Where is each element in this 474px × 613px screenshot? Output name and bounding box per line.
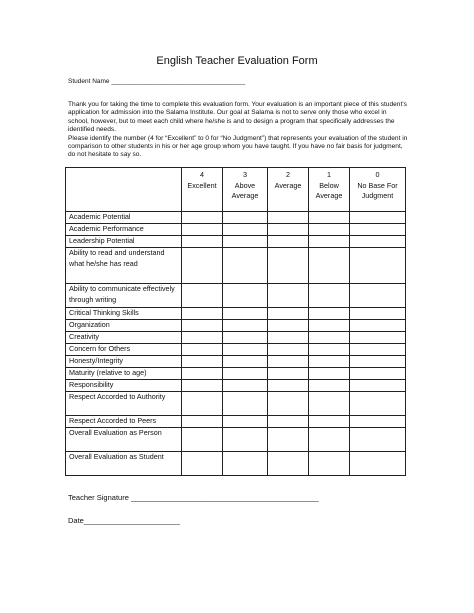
rating-cell[interactable]: [223, 356, 268, 368]
rating-cell[interactable]: [268, 380, 309, 392]
rating-cell[interactable]: [223, 236, 268, 248]
criteria-row: [66, 332, 406, 344]
rating-cell[interactable]: [309, 344, 350, 356]
rating-cell[interactable]: [223, 452, 268, 476]
criteria-label: Creativity: [66, 332, 182, 344]
criteria-label: Academic Performance: [66, 224, 182, 236]
rating-cell[interactable]: [182, 332, 223, 344]
rating-cell[interactable]: [182, 284, 223, 308]
criteria-label: Honesty/Integrity: [66, 356, 182, 368]
criteria-label: Concern for Others: [66, 344, 182, 356]
criteria-label: Maturity (relative to age): [66, 368, 182, 380]
rating-label: Above Average: [231, 180, 259, 200]
rating-cell[interactable]: [350, 224, 406, 236]
criteria-row: [66, 380, 406, 392]
criteria-label: Leadership Potential: [66, 236, 182, 248]
criteria-row: [66, 212, 406, 224]
rating-cell[interactable]: [182, 356, 223, 368]
criteria-body: [66, 212, 406, 476]
rating-cell[interactable]: [350, 320, 406, 332]
rating-cell[interactable]: [268, 368, 309, 380]
rating-cell[interactable]: [350, 452, 406, 476]
form-title: English Teacher Evaluation Form: [156, 55, 318, 67]
rating-cell[interactable]: [309, 428, 350, 452]
rating-cell[interactable]: [182, 248, 223, 284]
header-above-average: [223, 168, 268, 212]
criteria-row: [66, 308, 406, 320]
rating-cell[interactable]: [268, 224, 309, 236]
rating-cell[interactable]: [309, 416, 350, 428]
header-below-average: [309, 168, 350, 212]
rating-cell[interactable]: [223, 248, 268, 284]
criteria-label: Organization: [66, 320, 182, 332]
rating-cell[interactable]: [268, 356, 309, 368]
criteria-row: [66, 452, 406, 476]
rating-cell[interactable]: [309, 320, 350, 332]
criteria-row: [66, 284, 406, 308]
rating-cell[interactable]: [309, 356, 350, 368]
rating-number: 2: [286, 170, 290, 179]
criteria-row: [66, 428, 406, 452]
rating-number: 3: [243, 170, 247, 179]
rating-cell[interactable]: [268, 212, 309, 224]
rating-cell[interactable]: [182, 380, 223, 392]
header-average: [268, 168, 309, 212]
rating-cell[interactable]: [268, 428, 309, 452]
evaluation-table: [65, 167, 406, 476]
instructions-paragraph: Please identify the number (4 for “Excellent” to 0 for “No Judgment”) that represents your evaluation of the student in comparison to other students in his or her age group whom you have taught. If you have no fair basis for judgment, do not hesitate to say so.: [68, 134, 408, 159]
criteria-label: Overall Evaluation as Student: [66, 452, 182, 476]
rating-cell[interactable]: [350, 368, 406, 380]
criteria-label: Critical Thinking Skills: [66, 308, 182, 320]
rating-cell[interactable]: [309, 248, 350, 284]
criteria-label: Responsibility: [66, 380, 182, 392]
rating-cell[interactable]: [350, 332, 406, 344]
rating-cell[interactable]: [350, 284, 406, 308]
student-name-field[interactable]: Student Name _____________________________________: [68, 78, 246, 85]
rating-cell[interactable]: [350, 428, 406, 452]
rating-cell[interactable]: [182, 236, 223, 248]
rating-label: Average: [274, 180, 302, 190]
date-field[interactable]: Date_______________________: [68, 516, 180, 525]
rating-cell[interactable]: [309, 332, 350, 344]
rating-cell[interactable]: [350, 392, 406, 416]
criteria-row: [66, 344, 406, 356]
criteria-row: [66, 356, 406, 368]
rating-cell[interactable]: [182, 308, 223, 320]
rating-label: Below Average: [315, 180, 343, 200]
rating-cell[interactable]: [350, 236, 406, 248]
rating-cell[interactable]: [223, 428, 268, 452]
criteria-label: Respect Accorded to Peers: [66, 416, 182, 428]
rating-cell[interactable]: [268, 416, 309, 428]
rating-cell[interactable]: [223, 212, 268, 224]
rating-cell[interactable]: [268, 248, 309, 284]
rating-cell[interactable]: [182, 320, 223, 332]
criteria-header: [66, 168, 182, 212]
rating-cell[interactable]: [182, 416, 223, 428]
rating-cell[interactable]: [309, 224, 350, 236]
header-excellent: [182, 168, 223, 212]
rating-cell[interactable]: [223, 344, 268, 356]
criteria-label: Ability to read and understand what he/she has read: [66, 248, 182, 284]
intro-text: [68, 101, 408, 160]
rating-cell[interactable]: [223, 392, 268, 416]
rating-cell[interactable]: [309, 392, 350, 416]
rating-cell[interactable]: [223, 416, 268, 428]
rating-cell[interactable]: [268, 452, 309, 476]
rating-cell[interactable]: [182, 392, 223, 416]
rating-cell[interactable]: [309, 308, 350, 320]
rating-cell[interactable]: [309, 212, 350, 224]
rating-cell[interactable]: [223, 320, 268, 332]
rating-cell[interactable]: [268, 344, 309, 356]
rating-cell[interactable]: [182, 224, 223, 236]
rating-cell[interactable]: [223, 380, 268, 392]
rating-cell[interactable]: [223, 308, 268, 320]
rating-cell[interactable]: [182, 428, 223, 452]
rating-cell[interactable]: [350, 308, 406, 320]
rating-cell[interactable]: [223, 224, 268, 236]
criteria-row: [66, 236, 406, 248]
header-no-base: [350, 168, 406, 212]
rating-cell[interactable]: [182, 452, 223, 476]
rating-cell[interactable]: [182, 212, 223, 224]
rating-number: 1: [327, 170, 331, 179]
rating-cell[interactable]: [309, 380, 350, 392]
criteria-label: Ability to communicate effectively through writing: [66, 284, 182, 308]
criteria-row: [66, 224, 406, 236]
rating-cell[interactable]: [309, 452, 350, 476]
rating-cell[interactable]: [223, 368, 268, 380]
criteria-label: Respect Accorded to Authority: [66, 392, 182, 416]
header-row: [66, 168, 406, 212]
rating-cell[interactable]: [350, 356, 406, 368]
criteria-row: [66, 248, 406, 284]
rating-cell[interactable]: [350, 416, 406, 428]
rating-cell[interactable]: [268, 308, 309, 320]
rating-cell[interactable]: [268, 332, 309, 344]
rating-cell[interactable]: [268, 236, 309, 248]
rating-cell[interactable]: [268, 392, 309, 416]
rating-cell[interactable]: [223, 284, 268, 308]
criteria-label: Academic Potential: [66, 212, 182, 224]
rating-cell[interactable]: [182, 344, 223, 356]
intro-paragraph: Thank you for taking the time to complete this evaluation form. Your evaluation is an important piece of this student’s application for admission into the Salama Institute. Our goal at Salama is not to serve only those who excel in school, however, but to meet each child where he/she is and to design a program that specifically addresses the identified needs.: [68, 101, 407, 134]
rating-cell[interactable]: [350, 248, 406, 284]
rating-cell[interactable]: [350, 380, 406, 392]
rating-number: 4: [200, 170, 204, 179]
rating-cell[interactable]: [182, 368, 223, 380]
rating-cell[interactable]: [350, 344, 406, 356]
rating-cell[interactable]: [309, 368, 350, 380]
criteria-row: [66, 416, 406, 428]
criteria-row: [66, 368, 406, 380]
rating-label: Excellent: [187, 180, 217, 190]
rating-cell[interactable]: [268, 320, 309, 332]
rating-cell[interactable]: [223, 332, 268, 344]
teacher-signature-field[interactable]: Teacher Signature _____________________________________________: [68, 493, 319, 502]
rating-cell[interactable]: [350, 212, 406, 224]
criteria-row: [66, 320, 406, 332]
rating-number: 0: [375, 170, 380, 179]
rating-cell[interactable]: [268, 284, 309, 308]
rating-label: No Base For Judgment: [357, 180, 398, 200]
rating-cell[interactable]: [309, 284, 350, 308]
rating-cell[interactable]: [309, 236, 350, 248]
criteria-label: Overall Evaluation as Person: [66, 428, 182, 452]
criteria-row: [66, 392, 406, 416]
